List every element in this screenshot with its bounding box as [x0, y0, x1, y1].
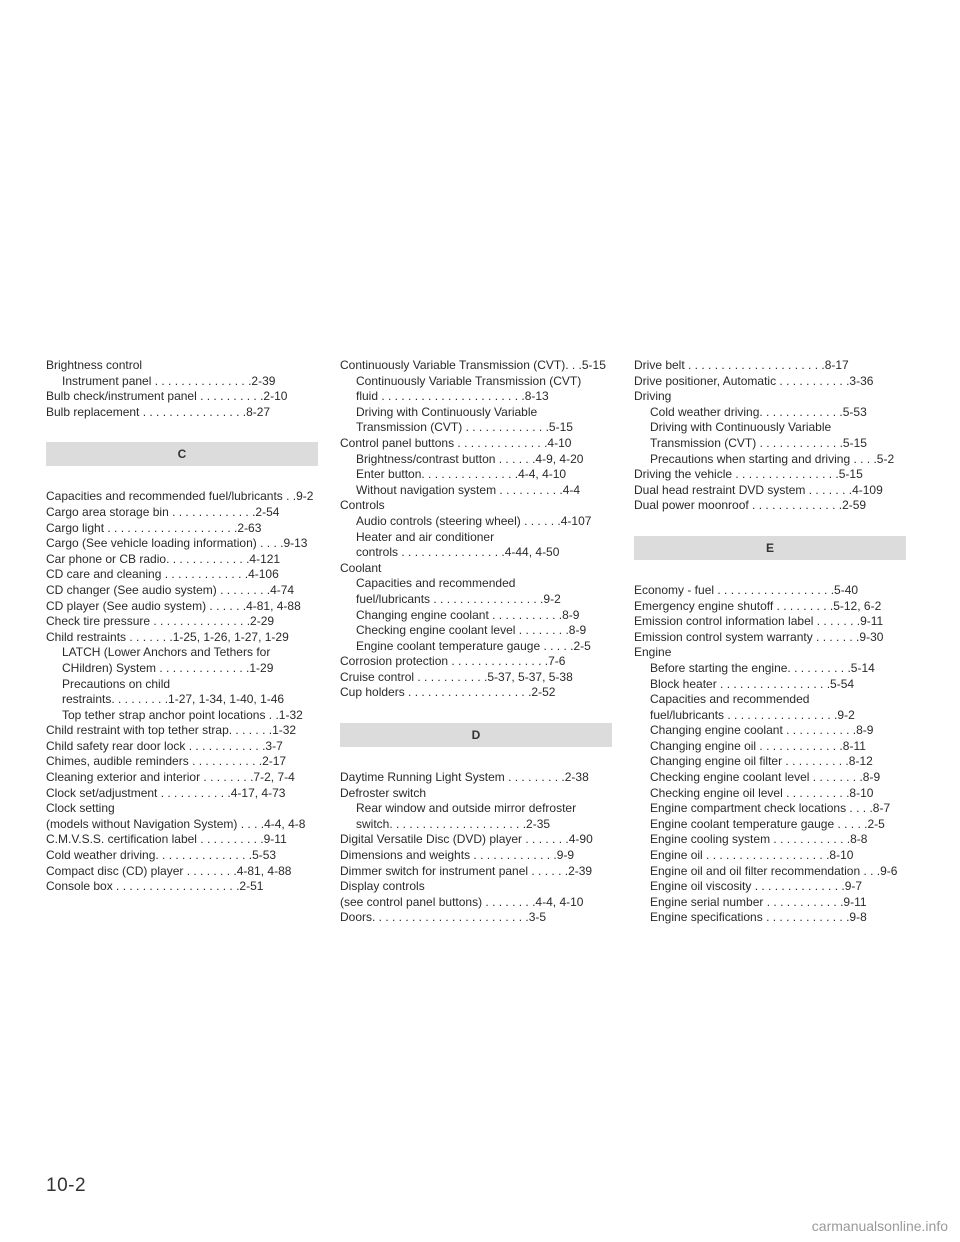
index-entry: Compact disc (CD) player . . . . . . . .4-81, 4-88: [46, 863, 292, 878]
index-entry: Display controls: [340, 879, 425, 894]
index-subentry: restraints. . . . . . . . .1-27, 1-34, 1-40, 1-46: [62, 692, 285, 707]
watermark-link[interactable]: carmanualsonline.info: [811, 1218, 948, 1234]
index-entry: Driving: [634, 389, 672, 404]
index-entry: Bulb check/instrument panel . . . . . . . . . .2-10: [46, 389, 288, 404]
index-subentry: Engine oil viscosity . . . . . . . . . . . . . .9-7: [650, 879, 863, 894]
index-subentry: Engine specifications . . . . . . . . . . . . .9-8: [650, 910, 867, 925]
index-entry: Clock setting: [46, 801, 115, 816]
index-subentry: Brightness/contrast button . . . . . .4-9, 4-20: [356, 451, 584, 466]
index-entry: Continuously Variable Transmission (CVT). . .5-15: [340, 358, 606, 372]
index-entry: Child safety rear door lock . . . . . . . . . . . .3-7: [46, 738, 283, 753]
index-entry: Capacities and recommended fuel/lubricants . .9-2: [46, 489, 314, 504]
index-subentry: Changing engine oil filter . . . . . . . . . .8-12: [650, 754, 873, 769]
index-entry: Coolant: [340, 560, 382, 575]
index-entry: Driving the vehicle . . . . . . . . . . . . . . . .5-15: [634, 467, 863, 482]
index-entry: Control panel buttons . . . . . . . . . . . . . .4-10: [340, 435, 572, 450]
index-entry: Defroster switch: [340, 785, 427, 800]
index-entry: Dual head restraint DVD system . . . . . . .4-109: [634, 482, 883, 497]
index-subentry: Without navigation system . . . . . . . . . .4-4: [356, 482, 581, 497]
index-entry: Controls: [340, 498, 385, 513]
index-entry: Chimes, audible reminders . . . . . . . . . . .2-17: [46, 754, 287, 769]
index-entry: Emergency engine shutoff . . . . . . . . .5-12, 6-2: [634, 598, 882, 613]
index-entry: Bulb replacement . . . . . . . . . . . . . . . .8-27: [46, 404, 271, 419]
index-entry: Digital Versatile Disc (DVD) player . . . . . . .4-90: [340, 832, 593, 847]
index-entry: Dimmer switch for instrument panel . . . . . .2-39: [340, 863, 593, 878]
index-subentry: Driving with Continuously Variable: [650, 420, 832, 435]
index-entry: CD care and cleaning . . . . . . . . . . . . .4-106: [46, 567, 279, 582]
index-subentry: controls . . . . . . . . . . . . . . . .4-44, 4-50: [356, 545, 560, 560]
index-column-3: [634, 358, 906, 926]
index-entry: Child restraint with top tether strap. . . . . . .1-32: [46, 723, 297, 738]
index-entry: Cold weather driving. . . . . . . . . . . . . . .5-53: [46, 848, 277, 863]
index-subentry: Engine oil . . . . . . . . . . . . . . . . . . .8-10: [650, 848, 854, 863]
index-entry: Economy - fuel . . . . . . . . . . . . . . . . . .5-40: [634, 582, 859, 597]
index-subentry: Capacities and recommended: [650, 692, 810, 707]
index-subentry: Engine oil and oil filter recommendation . . .9-6: [650, 863, 898, 878]
index-entry: CD player (See audio system) . . . . . .4-81, 4-88: [46, 598, 301, 613]
index-subentry: Rear window and outside mirror defroster: [356, 801, 577, 816]
index-subentry: CHildren) System . . . . . . . . . . . . . .1-29: [62, 660, 274, 675]
index-entry: Child restraints . . . . . . .1-25, 1-26, 1-27, 1-29: [46, 629, 289, 644]
index-entry: Doors. . . . . . . . . . . . . . . . . . . . . . . .3-5: [340, 910, 547, 925]
section-header-e: E: [634, 536, 906, 560]
index-subentry: Changing engine oil . . . . . . . . . . . . .8-11: [650, 738, 866, 753]
index-entry: (models without Navigation System) . . . .4-4, 4-8: [46, 816, 306, 831]
index-entry: Car phone or CB radio. . . . . . . . . . . . .4-121: [46, 551, 281, 566]
index-entry: Cruise control . . . . . . . . . . .5-37, 5-37, 5-38: [340, 669, 573, 684]
index-subentry: Engine coolant temperature gauge . . . . .2-5: [650, 816, 885, 831]
index-subentry: Precautions on child: [62, 676, 171, 691]
index-subentry: Engine cooling system . . . . . . . . . . . .8-8: [650, 832, 868, 847]
index-subentry: Transmission (CVT) . . . . . . . . . . . . .5-15: [650, 435, 867, 450]
index-entry: Cup holders . . . . . . . . . . . . . . . . . . .2-52: [340, 685, 556, 700]
index-column-2: [340, 358, 612, 926]
index-subentry: Cold weather driving. . . . . . . . . . . . .5-53: [650, 404, 867, 419]
index-subentry: Changing engine coolant . . . . . . . . . . .8-9: [650, 723, 874, 738]
index-entry: Engine: [634, 645, 672, 660]
index-entry: C.M.V.S.S. certification label . . . . . . . . . .9-11: [46, 832, 287, 847]
index-subentry: Before starting the engine. . . . . . . . . .5-14: [650, 660, 875, 675]
index-entry: Emission control system warranty . . . . . . .9-30: [634, 629, 884, 644]
index-subentry: Capacities and recommended: [356, 576, 516, 591]
page-number: 10-2: [46, 1175, 87, 1196]
index-entry: Corrosion protection . . . . . . . . . . . . . . .7-6: [340, 654, 566, 669]
index-entry: Clock set/adjustment . . . . . . . . . . .4-17, 4-73: [46, 785, 286, 800]
index-subentry: fuel/lubricants . . . . . . . . . . . . . . . . .9-2: [650, 707, 855, 722]
index-subentry: switch. . . . . . . . . . . . . . . . . . . . .2-35: [356, 816, 551, 831]
index-subentry: Engine serial number . . . . . . . . . . . .9-11: [650, 894, 867, 909]
index-subentry: fuel/lubricants . . . . . . . . . . . . . . . . .9-2: [356, 591, 561, 606]
index-entry: Cargo (See vehicle loading information) . . . .9-13: [46, 536, 308, 551]
index-column-1: [46, 358, 318, 895]
index-subentry: Checking engine oil level . . . . . . . . . .8-10: [650, 785, 874, 800]
index-entry: Dual power moonroof . . . . . . . . . . . . . .2-59: [634, 498, 867, 513]
index-entry: Emission control information label . . . . . . .9-11: [634, 614, 884, 629]
index-subentry: Transmission (CVT) . . . . . . . . . . . . .5-15: [356, 420, 573, 435]
index-subentry: Engine coolant temperature gauge . . . . .2-5: [356, 638, 591, 653]
index-entry: Cleaning exterior and interior . . . . . . . .7-2, 7-4: [46, 770, 295, 785]
index-subentry: Audio controls (steering wheel) . . . . . .4-107: [356, 513, 592, 528]
index-entry: Drive belt . . . . . . . . . . . . . . . . . . . . .8-17: [634, 358, 849, 372]
index-subentry: Engine compartment check locations . . . .8-7: [650, 801, 891, 816]
index-entry: Cargo area storage bin . . . . . . . . . . . . .2-54: [46, 504, 280, 519]
index-entry: CD changer (See audio system) . . . . . . . .4-74: [46, 582, 295, 597]
index-subentry: Enter button. . . . . . . . . . . . . . .4-4, 4-10: [356, 467, 567, 482]
index-entry: Check tire pressure . . . . . . . . . . . . . . .2-29: [46, 614, 275, 629]
index-entry: Drive positioner, Automatic . . . . . . . . . . .3-36: [634, 373, 874, 388]
index-subentry: fluid . . . . . . . . . . . . . . . . . . . . . .8-13: [356, 389, 549, 404]
section-header-d: D: [340, 723, 612, 747]
index-subentry: Precautions when starting and driving . . . .5-2: [650, 451, 895, 466]
index-subentry: Driving with Continuously Variable: [356, 404, 538, 419]
index-subentry: LATCH (Lower Anchors and Tethers for: [62, 645, 271, 660]
index-subentry: Changing engine coolant . . . . . . . . . . .8-9: [356, 607, 580, 622]
index-subentry: Heater and air conditioner: [356, 529, 495, 544]
index-entry: Cargo light . . . . . . . . . . . . . . . . . . . .2-63: [46, 520, 262, 535]
index-entry: Daytime Running Light System . . . . . . . . .2-38: [340, 770, 589, 785]
index-entry: Dimensions and weights . . . . . . . . . . . . .9-9: [340, 848, 575, 863]
index-subentry: Instrument panel . . . . . . . . . . . . . . .2-39: [62, 373, 276, 388]
index-entry: (see control panel buttons) . . . . . . . .4-4, 4-10: [340, 894, 584, 909]
index-subentry: Top tether strap anchor point locations . .1-32: [62, 707, 303, 722]
index-subentry: Checking engine coolant level . . . . . . . .8-9: [356, 623, 587, 638]
index-subentry: Block heater . . . . . . . . . . . . . . . . .5-54: [650, 676, 855, 691]
index-entry: Brightness control: [46, 358, 143, 372]
index-subentry: Checking engine coolant level . . . . . . . .8-9: [650, 770, 881, 785]
index-subentry: Continuously Variable Transmission (CVT): [356, 373, 582, 388]
section-header-c: C: [46, 442, 318, 466]
index-entry: Console box . . . . . . . . . . . . . . . . . . .2-51: [46, 879, 264, 894]
